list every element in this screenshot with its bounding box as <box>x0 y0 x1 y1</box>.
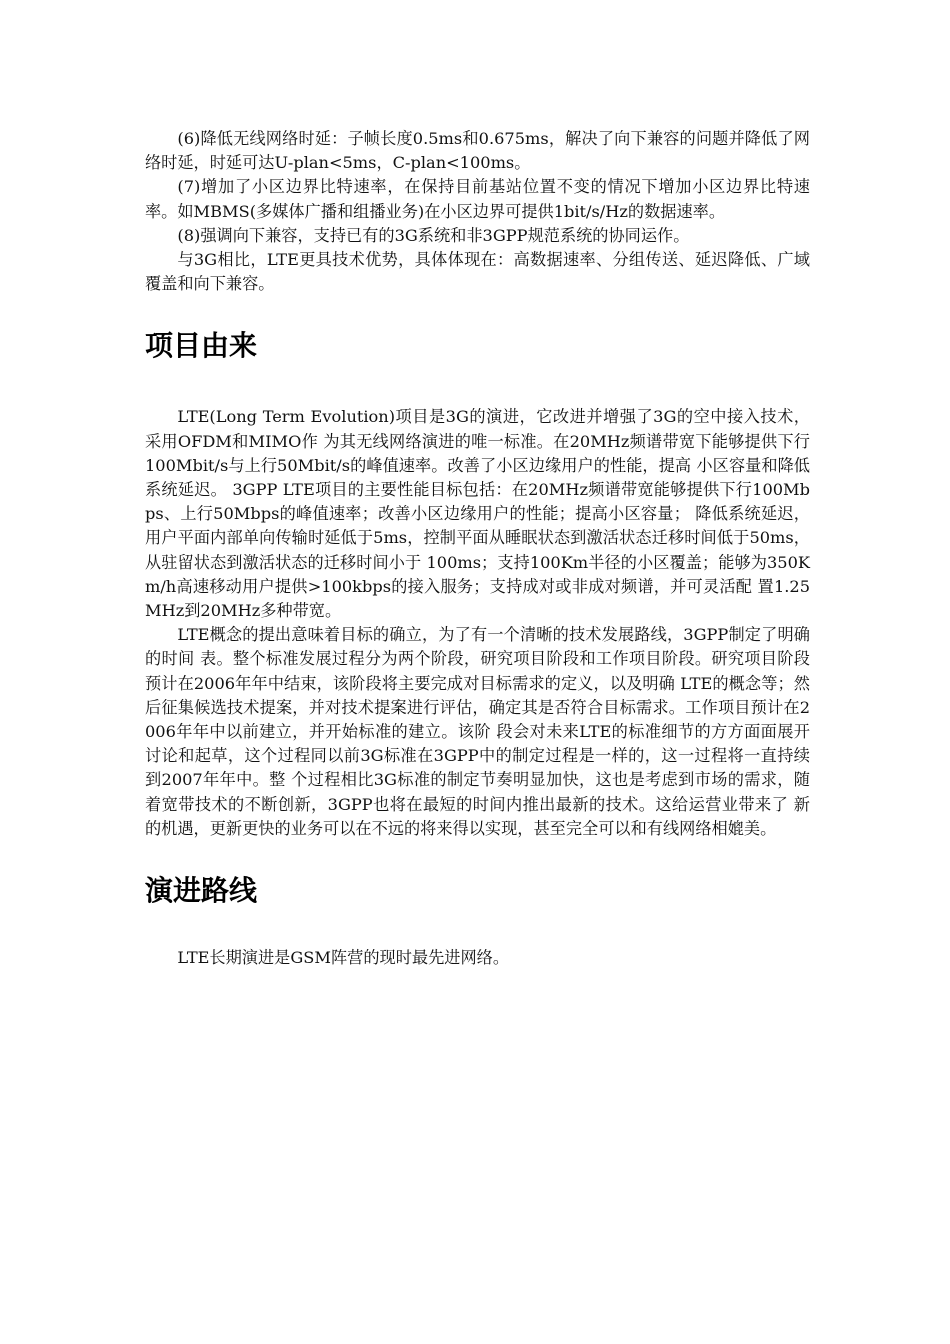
paragraph-backward-compat: (8)强调向下兼容，支持已有的3G系统和非3GPP规范系统的协同运作。 <box>177 225 690 245</box>
paragraph-lte-advantages: 与3G相比，LTE更具技术优势，具体体现在：高数据速率、分组传送、延迟降低、广域覆盖和向下兼容。 <box>145 250 810 294</box>
paragraph-gsm-evolution: LTE长期演进是GSM阵营的现时最先进网络。 <box>177 948 510 968</box>
paragraph-cell-edge-rate: (7)增加了小区边界比特速率，在保持目前基站位置不变的情况下增加小区边界比特速率。如MBMS(多媒体广播和组播业务)在小区边界可提供1bit/s/Hz的数据速率。 <box>145 177 810 221</box>
paragraph-latency: (6)降低无线网络时延：子帧长度0.5ms和0.675ms，解决了向下兼容的问题并降低了网络时延，时延可达U-plan<5ms，C-plan<100ms。 <box>145 129 810 173</box>
section-heading-evolution-path: 演进路线 <box>145 874 258 908</box>
paragraph-lte-project: LTE(Long Term Evolution)项目是3G的演进，它改进并增强了3G的空中接入技术，采用OFDM和MIMO作 为其无线网络演进的唯一标准。在20MHz频谱带宽下能够提供下行100Mbit/s与上行50Mbit/s的峰值速率。改善了小区边缘用户的性能，提高 小区容量和降低系统延迟。 3GPP LTE项目的主要性能目标包括：在20MHz频谱带宽能够提供下行100Mbps、上行50Mbps的峰值速率；改善小区边缘用户的性能；提高小区容量； 降低系统延迟，用户平面内部单向传输时延低于5ms，控制平面从睡眠状态到激活状态迁移时间低于50ms，从驻留状态到激活状态的迁移时间小于 100ms；支持100Km半径的小区覆盖；能够为350Km/h高速移动用户提供>100kbps的接入服务；支持成对或非成对频谱，并可灵活配 置1.25 MHz到20MHz多种带宽。 <box>145 407 810 621</box>
paragraph-lte-timeline: LTE概念的提出意味着目标的确立，为了有一个清晰的技术发展路线，3GPP制定了明确的时间 表。整个标准发展过程分为两个阶段，研究项目阶段和工作项目阶段。研究项目阶段预计在2006年年中结束，该阶段将主要完成对目标需求的定义，以及明确 LTE的概念等；然后征集候选技术提案，并对技术提案进行评估，确定其是否符合目标需求。工作项目预计在2006年年中以前建立，并开始标准的建立。该阶 段会对未来LTE的标准细节的方方面面展开讨论和起草，这个过程同以前3G标准在3GPP中的制定过程是一样的，这一过程将一直持续到2007年年中。整 个过程相比3G标准的制定节奏明显加快，这也是考虑到市场的需求，随着宽带技术的不断创新，3GPP也将在最短的时间内推出最新的技术。这给运营业带来了 新的机遇，更新更快的业务可以在不远的将来得以实现，甚至完全可以和有线网络相媲美。 <box>145 625 810 838</box>
document-body <box>145 127 810 970</box>
section-heading-origin: 项目由来 <box>145 329 258 363</box>
